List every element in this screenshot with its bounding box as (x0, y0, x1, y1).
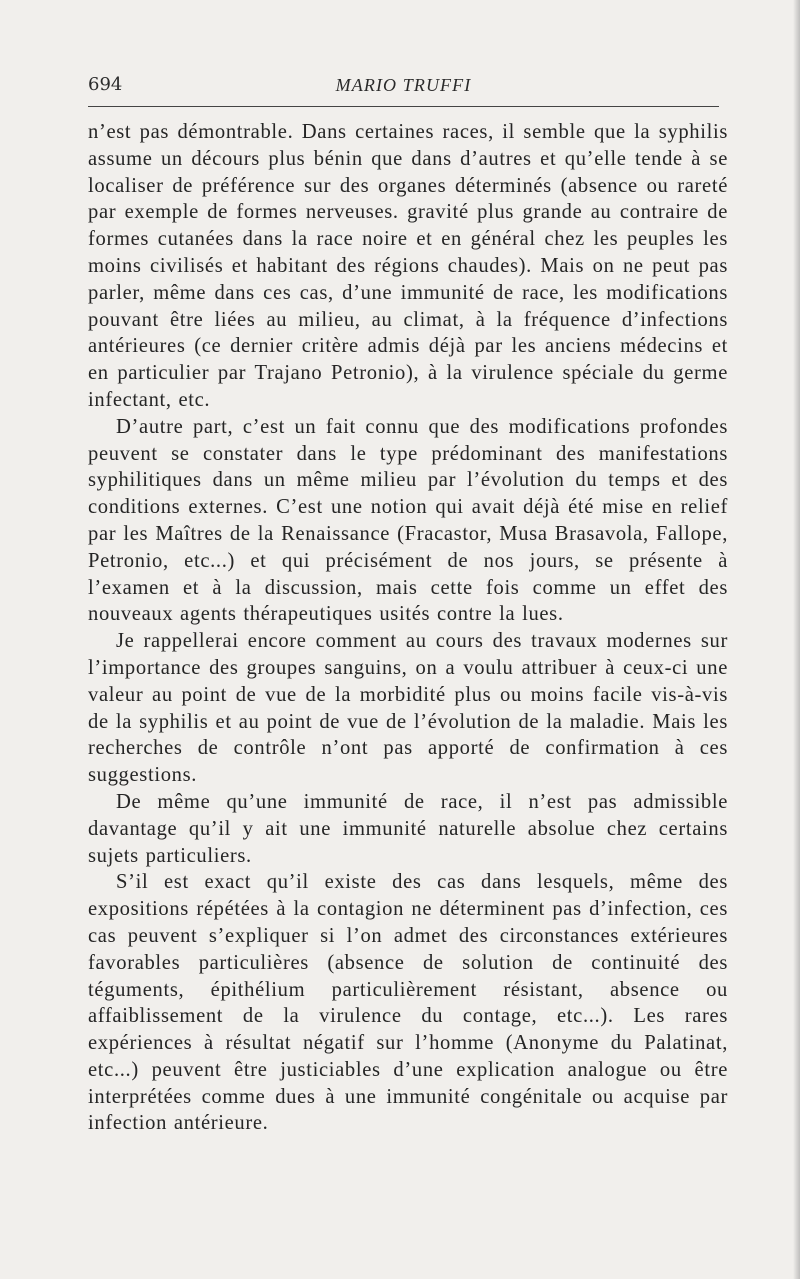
running-title: MARIO TRUFFI (335, 75, 472, 95)
page-edge-shadow (793, 0, 800, 1279)
paragraph-modifications: D’autre part, c’est un fait connu que des modifications profondes peuvent se constater dans le type prédominant des manifestations syphilitiques dans un même milieu par l’évolution du temps et des conditions externes. C’est une notion qui avait déjà été mise en relief par les Maîtres de la Renaissance (Fracastor, Musa Brasavola, Fallope, Petronio, etc...) et qui précisément de nos jours, se présente à l’examen et à la discussion, mais cette fois comme un effet des nouveaux agents thérapeutiques usités contre la lues. (88, 415, 728, 626)
page-number: 694 (88, 74, 123, 95)
paragraph-exposures: S’il est exact qu’il existe des cas dans lesquels, même des expositions répétées à la contagion ne déterminent pas d’infection, ces cas peuvent s’expliquer si l’on admet des circonstances extérieures favorables particulières (absence de solution de continuité des téguments, épithélium particulièrement résistant, absence ou affaiblissement de la virulence du contage, etc...). Les rares expériences à résultat négatif sur l’homme (Anonyme du Palatinat, etc...) peuvent être justiciables d’une explication analogue ou être interprétées comme dues à une immunité congénitale ou acquise par infection antérieure. (88, 871, 728, 1135)
paragraph-continuation: n’est pas démontrable. Dans certaines races, il semble que la syphilis assume un décours plus bénin que dans d’autres et qu’elle tende à se localiser de préférence sur des organes déterminés (absence ou rareté par exemple de formes nerveuses. gravité plus grande au contraire de formes cutanées dans la race noire et en général chez les peuples les moins civilisés et habitant des régions chaudes). Mais on ne peut pas parler, même dans ces cas, d’une immunité de race, les modifications pouvant être liées au milieu, au climat, à la fréquence d’infections antérieures (ce dernier critère admis déjà par les anciens médecins et en particulier par Trajano Petronio), à la virulence spéciale du germe infectant, etc. (88, 121, 728, 411)
page-header (88, 74, 719, 102)
header-rule (88, 106, 719, 107)
paragraph-blood-groups: Je rappellerai encore comment au cours des travaux modernes sur l’importance des groupes sanguins, on a voulu attribuer à ceux-ci une valeur au point de vue de la morbidité plus ou moins facile vis-à-vis de la syphilis et au point de vue de l’évolution de la maladie. Mais les recherches de contrôle n’ont pas apporté de confirmation à ces suggestions. (88, 630, 728, 787)
body-text (88, 119, 728, 1137)
paragraph-natural-immunity: De même qu’une immunité de race, il n’est pas admissible davantage qu’il y ait une immunité naturelle absolue chez certains sujets particuliers. (88, 790, 728, 867)
